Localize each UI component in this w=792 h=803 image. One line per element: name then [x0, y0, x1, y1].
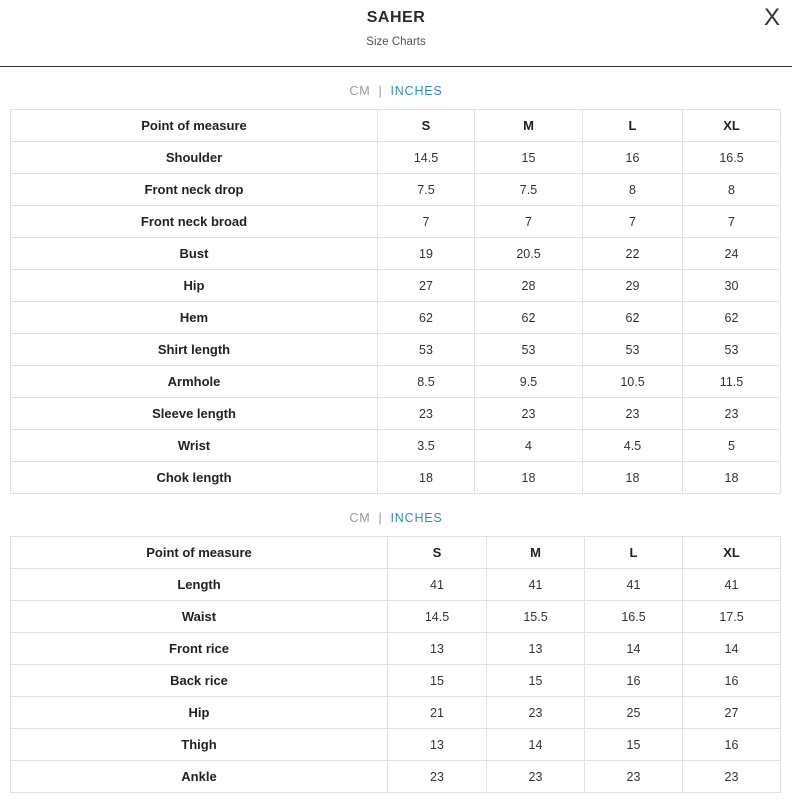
measure-value: 16	[683, 729, 781, 761]
measure-value: 41	[585, 569, 683, 601]
close-icon[interactable]: X	[763, 4, 780, 31]
measure-value: 10.5	[583, 366, 683, 398]
measure-value: 13	[388, 729, 487, 761]
measure-value: 4.5	[583, 430, 683, 462]
measure-value: 23	[487, 697, 585, 729]
table-row	[11, 270, 781, 302]
table-row	[11, 398, 781, 430]
measure-value: 20.5	[475, 238, 583, 270]
table-row	[11, 366, 781, 398]
size-table-bottom	[10, 536, 781, 793]
table-row	[11, 569, 781, 601]
measure-value: 5	[683, 430, 781, 462]
measure-value: 14	[585, 633, 683, 665]
measure-value: 13	[388, 633, 487, 665]
measure-value: 41	[388, 569, 487, 601]
table-row	[11, 174, 781, 206]
measure-label: Hem	[11, 302, 378, 334]
table-row	[11, 430, 781, 462]
table-row	[11, 697, 781, 729]
measure-value: 53	[475, 334, 583, 366]
measure-value: 23	[683, 761, 781, 793]
measure-value: 15.5	[487, 601, 585, 633]
column-header-size: XL	[683, 537, 781, 569]
measure-value: 24	[683, 238, 781, 270]
measure-label: Shoulder	[11, 142, 378, 174]
measure-value: 18	[683, 462, 781, 494]
column-header-size: M	[475, 110, 583, 142]
measure-value: 28	[475, 270, 583, 302]
measure-label: Back rice	[11, 665, 388, 697]
measure-value: 8	[683, 174, 781, 206]
measure-value: 22	[583, 238, 683, 270]
table-header-row	[11, 537, 781, 569]
measure-value: 7	[583, 206, 683, 238]
measure-value: 3.5	[378, 430, 475, 462]
measure-label: Hip	[11, 697, 388, 729]
measure-value: 27	[378, 270, 475, 302]
table-row	[11, 334, 781, 366]
measure-label: Armhole	[11, 366, 378, 398]
table-row	[11, 729, 781, 761]
unit-inches-button-2[interactable]: INCHES	[390, 511, 443, 525]
table-row	[11, 302, 781, 334]
measure-value: 16	[583, 142, 683, 174]
measure-value: 23	[683, 398, 781, 430]
measure-value: 18	[583, 462, 683, 494]
measure-label: Length	[11, 569, 388, 601]
measure-label: Shirt length	[11, 334, 378, 366]
measure-value: 62	[683, 302, 781, 334]
measure-value: 23	[475, 398, 583, 430]
measure-label: Front rice	[11, 633, 388, 665]
table-row	[11, 142, 781, 174]
measure-label: Sleeve length	[11, 398, 378, 430]
measure-value: 62	[475, 302, 583, 334]
size-charts-subtitle: Size Charts	[366, 36, 426, 48]
measure-value: 19	[378, 238, 475, 270]
table-row	[11, 238, 781, 270]
measure-value: 14	[487, 729, 585, 761]
column-header-size: L	[585, 537, 683, 569]
measure-label: Waist	[11, 601, 388, 633]
unit-cm-button-2[interactable]: CM	[349, 511, 371, 525]
measure-value: 14.5	[378, 142, 475, 174]
table-row	[11, 462, 781, 494]
measure-value: 21	[388, 697, 487, 729]
measure-value: 15	[487, 665, 585, 697]
measure-value: 7.5	[378, 174, 475, 206]
measure-value: 15	[585, 729, 683, 761]
measure-value: 15	[475, 142, 583, 174]
measure-value: 15	[388, 665, 487, 697]
measure-value: 53	[583, 334, 683, 366]
measure-value: 30	[683, 270, 781, 302]
measure-value: 16.5	[683, 142, 781, 174]
table-row	[11, 601, 781, 633]
measure-value: 13	[487, 633, 585, 665]
measure-label: Chok length	[11, 462, 378, 494]
measure-value: 62	[583, 302, 683, 334]
unit-separator: |	[378, 511, 383, 525]
brand-title: SAHER	[366, 9, 426, 26]
measure-value: 27	[683, 697, 781, 729]
measure-value: 23	[487, 761, 585, 793]
measure-value: 9.5	[475, 366, 583, 398]
unit-inches-button-1[interactable]: INCHES	[390, 84, 443, 98]
table-row	[11, 761, 781, 793]
measure-value: 18	[475, 462, 583, 494]
measure-value: 16.5	[585, 601, 683, 633]
measure-value: 8	[583, 174, 683, 206]
measure-value: 41	[683, 569, 781, 601]
measure-value: 11.5	[683, 366, 781, 398]
column-header-size: XL	[683, 110, 781, 142]
measure-value: 23	[583, 398, 683, 430]
table-row	[11, 206, 781, 238]
measure-value: 53	[378, 334, 475, 366]
measure-value: 23	[585, 761, 683, 793]
table-row	[11, 665, 781, 697]
measure-value: 7	[683, 206, 781, 238]
table-header-row	[11, 110, 781, 142]
column-header-size: M	[487, 537, 585, 569]
size-table-top	[10, 109, 781, 494]
table-row	[11, 633, 781, 665]
measure-value: 16	[683, 665, 781, 697]
measure-label: Ankle	[11, 761, 388, 793]
measure-value: 8.5	[378, 366, 475, 398]
measure-label: Hip	[11, 270, 378, 302]
measure-label: Wrist	[11, 430, 378, 462]
measure-value: 18	[378, 462, 475, 494]
measure-value: 41	[487, 569, 585, 601]
measure-label: Front neck drop	[11, 174, 378, 206]
measure-value: 7	[475, 206, 583, 238]
column-header-size: S	[378, 110, 475, 142]
unit-separator: |	[378, 84, 383, 98]
measure-value: 7	[378, 206, 475, 238]
measure-value: 14	[683, 633, 781, 665]
measure-value: 29	[583, 270, 683, 302]
unit-toggle-2	[0, 508, 792, 528]
measure-label: Bust	[11, 238, 378, 270]
column-header-point-of-measure: Point of measure	[11, 110, 378, 142]
column-header-size: L	[583, 110, 683, 142]
measure-value: 53	[683, 334, 781, 366]
measure-value: 16	[585, 665, 683, 697]
measure-value: 25	[585, 697, 683, 729]
size-chart-header	[0, 0, 792, 67]
measure-label: Front neck broad	[11, 206, 378, 238]
measure-value: 62	[378, 302, 475, 334]
measure-label: Thigh	[11, 729, 388, 761]
measure-value: 23	[388, 761, 487, 793]
unit-toggle-1	[0, 81, 792, 101]
measure-value: 23	[378, 398, 475, 430]
measure-value: 7.5	[475, 174, 583, 206]
measure-value: 4	[475, 430, 583, 462]
measure-value: 14.5	[388, 601, 487, 633]
column-header-point-of-measure: Point of measure	[11, 537, 388, 569]
unit-cm-button-1[interactable]: CM	[349, 84, 371, 98]
column-header-size: S	[388, 537, 487, 569]
measure-value: 17.5	[683, 601, 781, 633]
